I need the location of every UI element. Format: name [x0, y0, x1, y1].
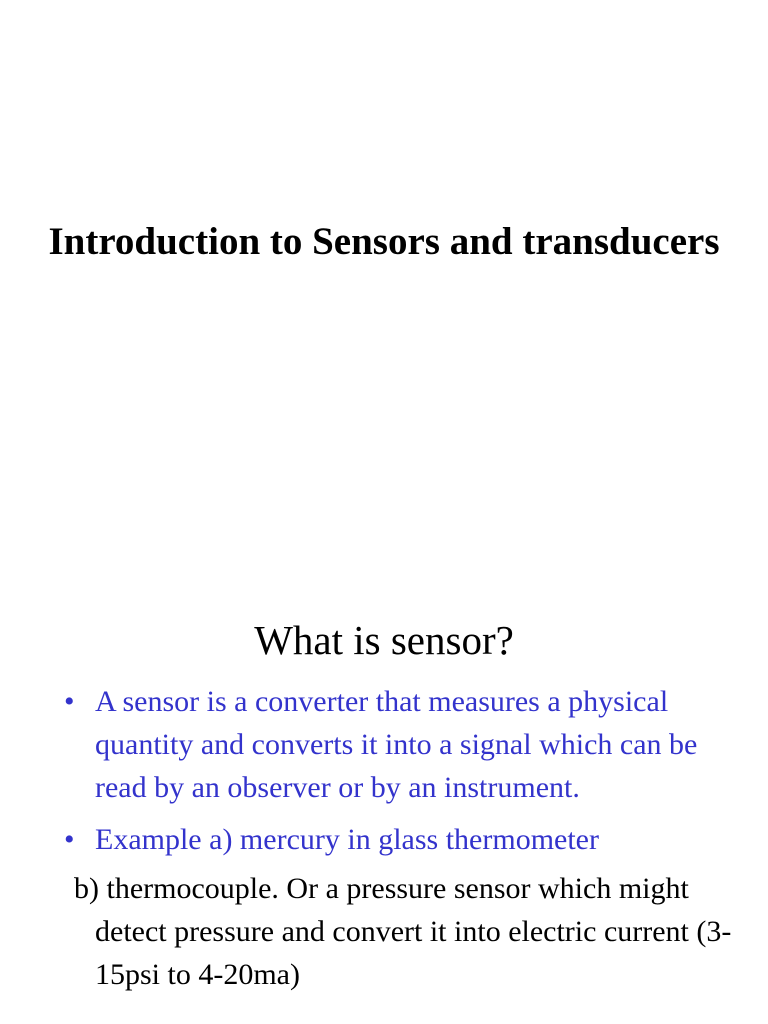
example-continuation-text — [0, 867, 768, 996]
bullet-dot-icon: • — [64, 685, 75, 718]
bullet-dot-icon: • — [64, 823, 75, 856]
bullet-item-definition — [0, 680, 768, 809]
content-slide — [0, 576, 768, 1024]
bullet-item-example — [0, 818, 768, 861]
continuation-text: b) thermocouple. Or a pressure sensor which might detect pressure and convert it into electric current (3-15psi to 4-20ma) — [74, 872, 732, 991]
bullet-text: A sensor is a converter that measures a physical quantity and converts it into a signal which can be read by an observer or by an instrument. — [95, 685, 698, 804]
slide-heading: What is sensor? — [254, 617, 514, 663]
slide-title: Introduction to Sensors and transducers — [48, 220, 720, 263]
bullet-text: Example a) mercury in glass thermometer — [95, 823, 599, 856]
bullet-list — [0, 680, 768, 861]
